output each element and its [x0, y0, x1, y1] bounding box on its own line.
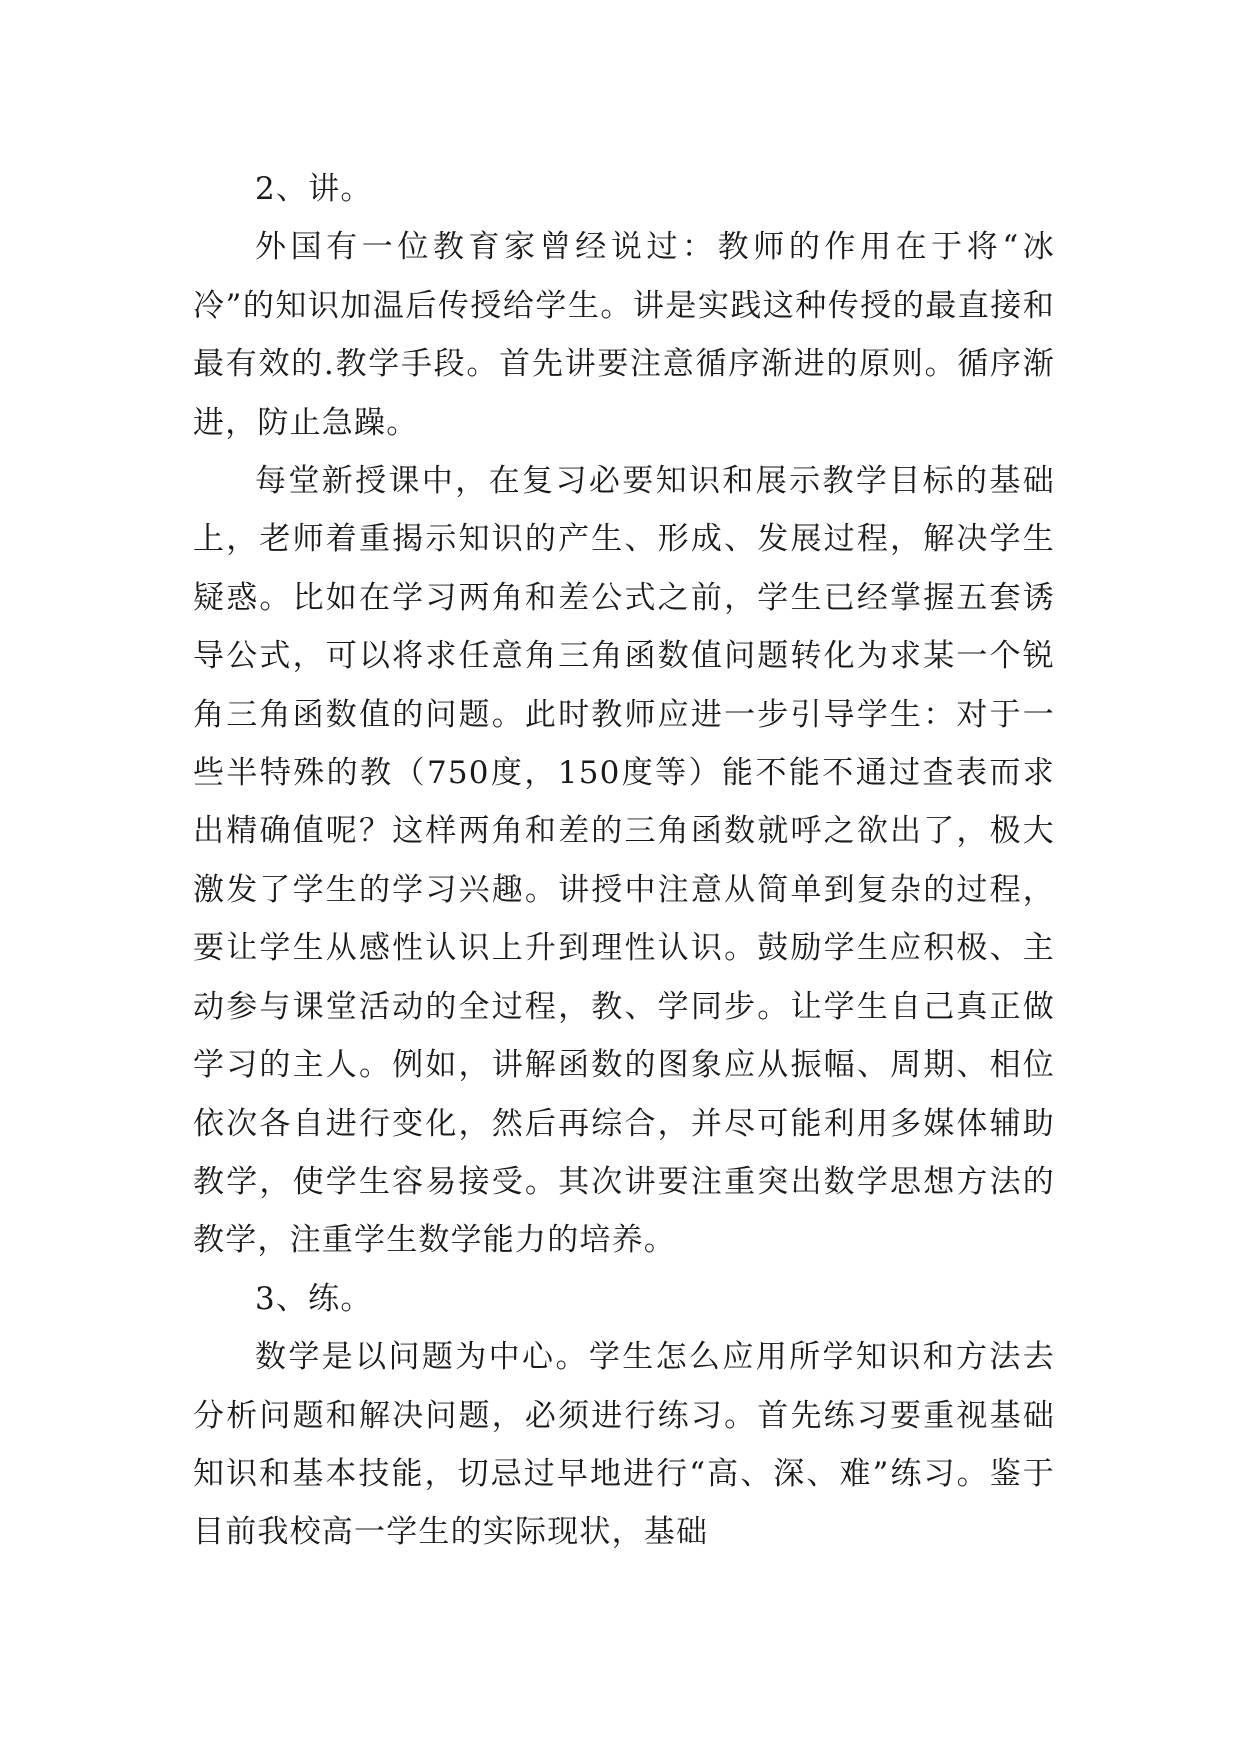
paragraph: 每堂新授课中，在复习必要知识和展示教学目标的基础上，老师着重揭示知识的产生、形成、发展过程，解决学生疑惑。比如在学习两角和差公式之前，学生已经掌握五套诱导公式，可以将求任意角三角函数值问题转化为求某一个锐角三角函数值的问题。此时教师应进一步引导学生：对于一些半特殊的教（750度，150度等）能不能不通过查表而求出精确值呢？这样两角和差的三角函数就呼之欲出了，极大激发了学生的学习兴趣。讲授中注意从简单到复杂的过程，要让学生从感性认识上升到理性认识。鼓励学生应积极、主动参与课堂活动的全过程，教、学同步。让学生自己真正做学习的主人。例如，讲解函数的图象应从振幅、周期、相位依次各自进行变化，然后再综合，并尽可能利用多媒体辅助教学，使学生容易接受。其次讲要注重突出数学思想方法的教学，注重学生数学能力的培养。: [193, 463, 1055, 1259]
section-heading-lian: 3、练。: [255, 1280, 373, 1317]
paragraph: 数学是以问题为中心。学生怎么应用所学知识和方法去分析问题和解决问题，必须进行练习。首先练习要重视基础知识和基本技能，切忌过早地进行“高、深、难”练习。鉴于目前我校高一学生的实际现状，基础: [193, 1339, 1055, 1551]
paragraph: 外国有一位教育家曾经说过：教师的作用在于将“冰冷”的知识加温后传授给学生。讲是实践这种传授的最直接和最有效的.教学手段。首先讲要注意循序渐进的原则。循序渐进，防止急躁。: [193, 229, 1055, 441]
document-body: [193, 160, 1055, 1562]
section-heading-jiang: 2、讲。: [255, 171, 373, 207]
